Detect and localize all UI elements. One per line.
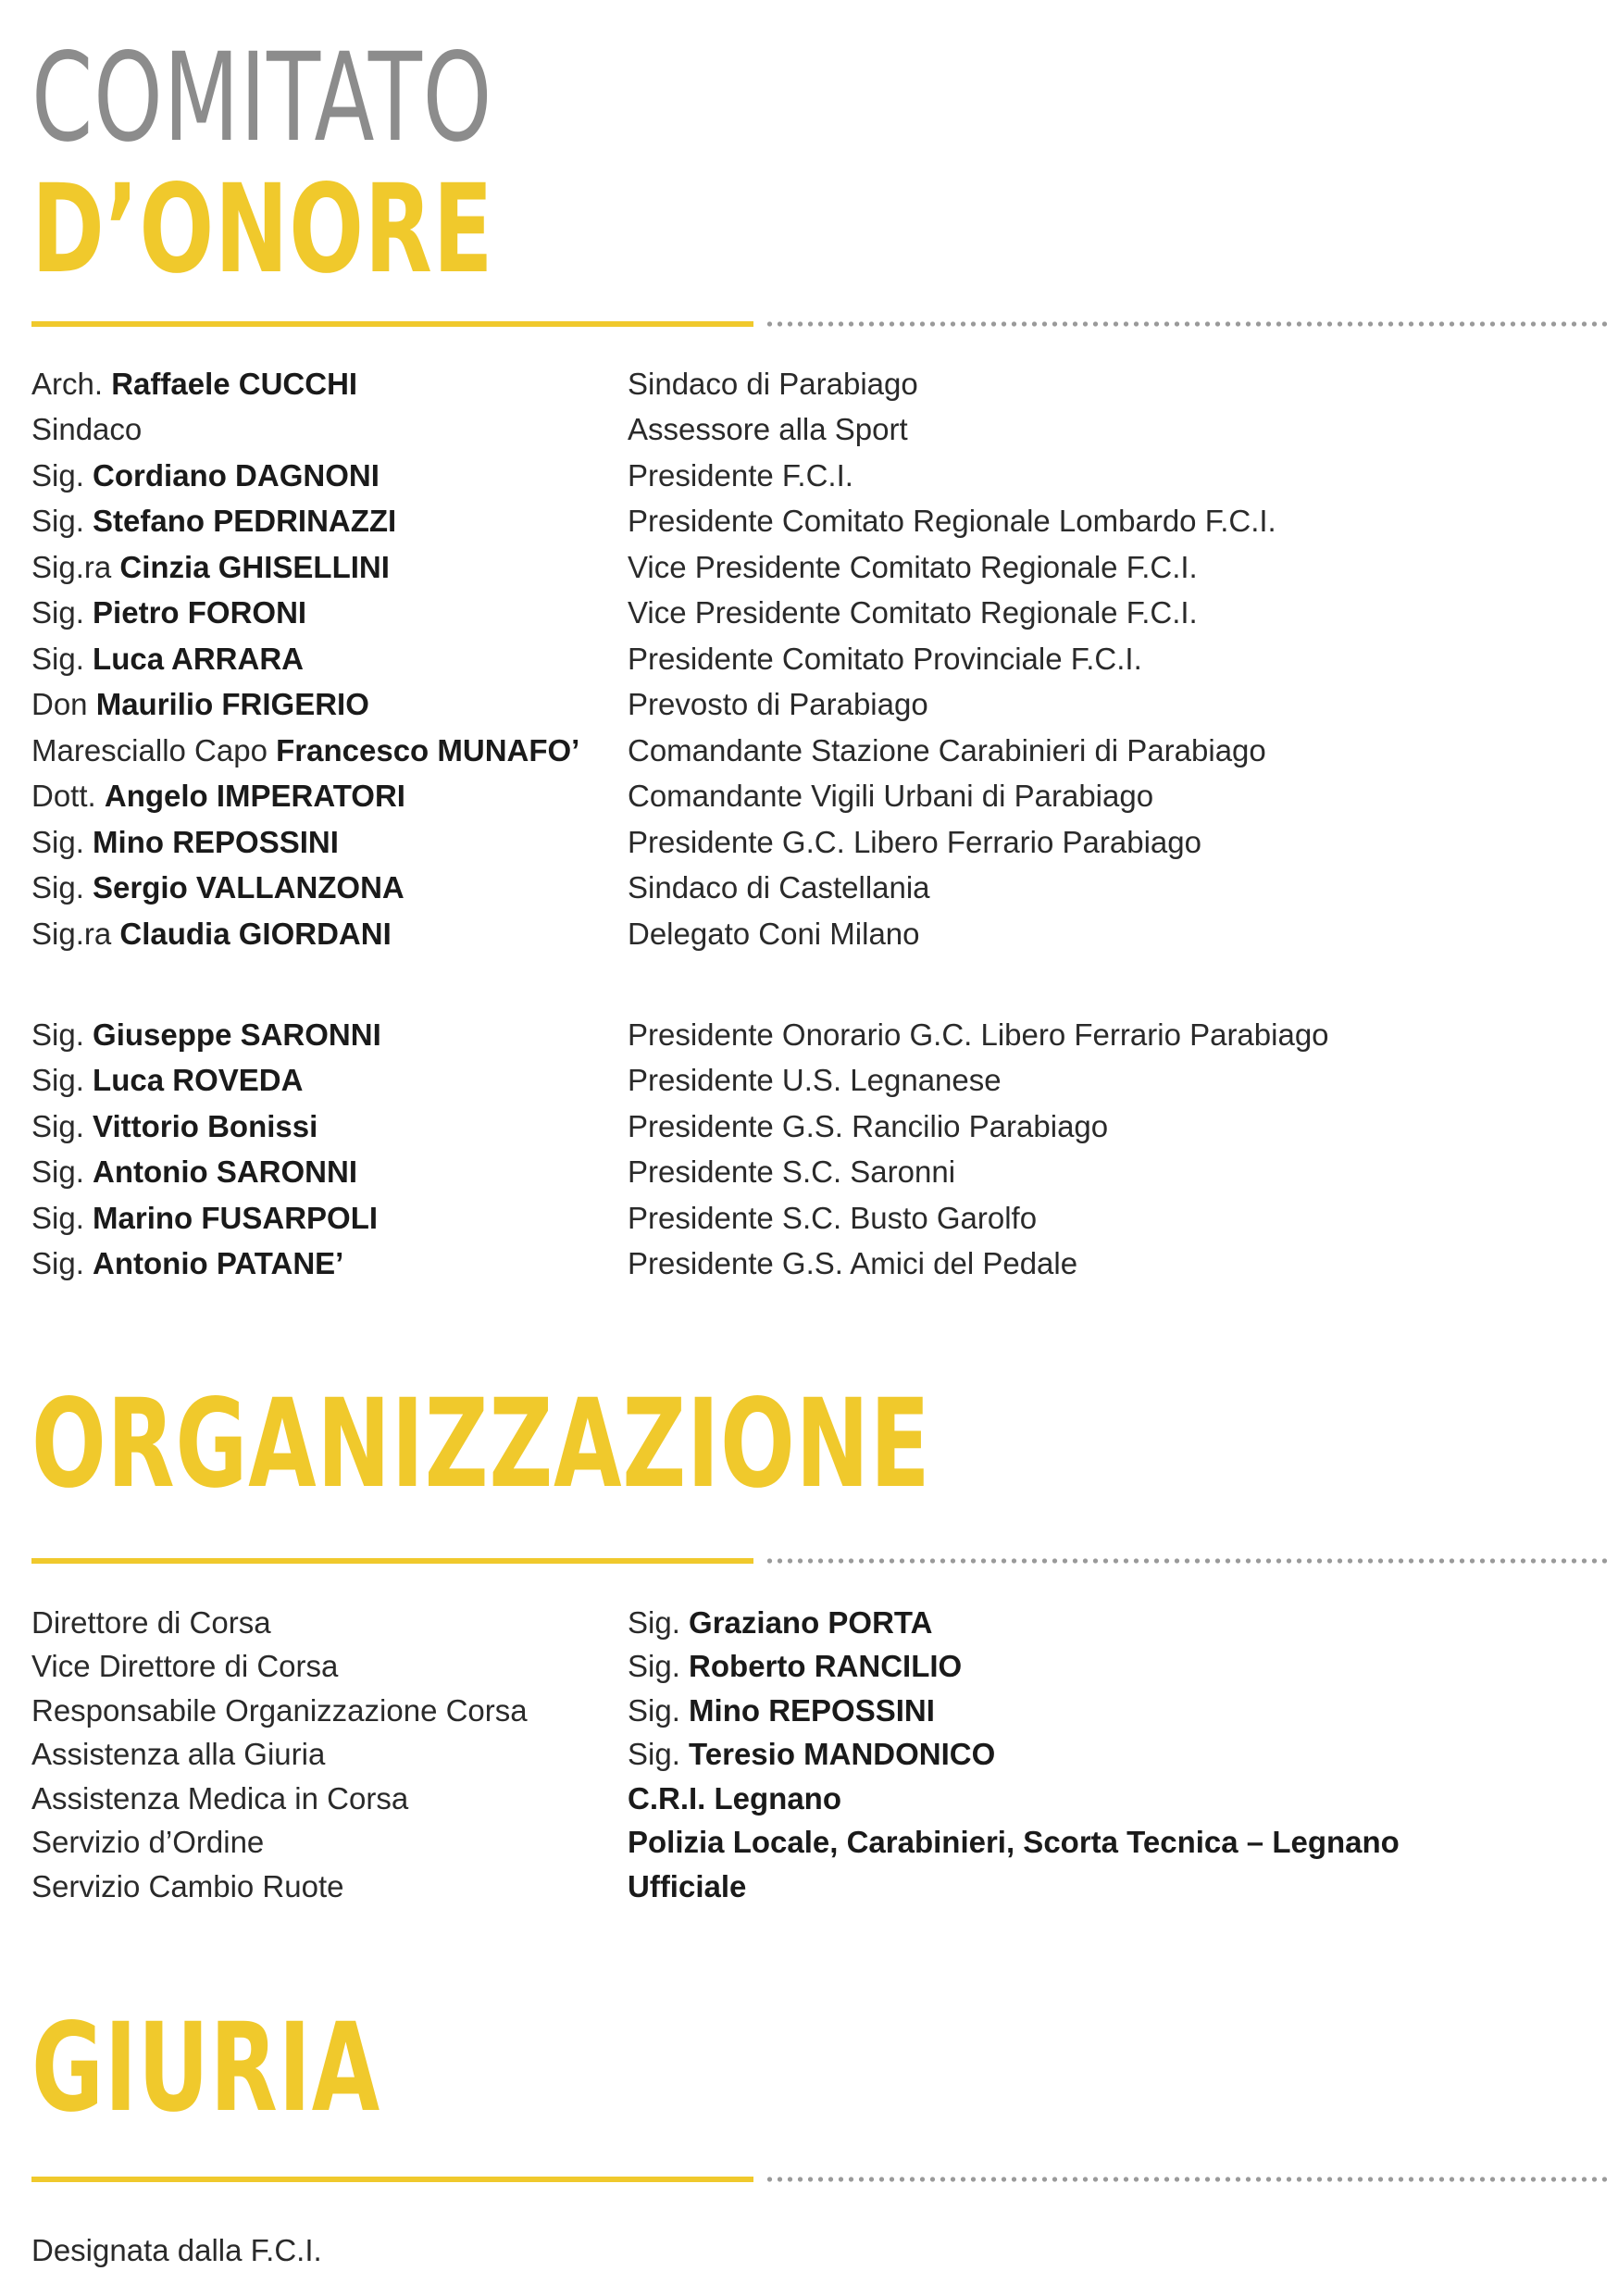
org-role-cell — [31, 1737, 628, 1772]
member-role: Presidente Comitato Provinciale F.C.I. — [628, 641, 1142, 676]
org-person-title: Sig. — [628, 1649, 690, 1684]
member-role: Delegato Coni Milano — [628, 916, 920, 951]
org-person-name: Teresio MANDONICO — [689, 1737, 996, 1772]
org-role-cell — [31, 1649, 628, 1684]
list-item — [31, 544, 1605, 591]
member-name-cell — [31, 1201, 628, 1236]
member-name-cell — [31, 367, 628, 402]
member-name-cell — [31, 1017, 628, 1053]
member-title: Sig. — [31, 1200, 93, 1235]
member-name-cell — [31, 504, 628, 539]
member-name: Cordiano DAGNONI — [93, 457, 380, 493]
member-role-cell — [628, 917, 1605, 952]
org-role: Servizio d’Ordine — [31, 1825, 265, 1860]
honor-committee-list-2 — [31, 1012, 1605, 1287]
member-name: Maurilio FRIGERIO — [95, 687, 369, 722]
list-item — [31, 682, 1605, 729]
member-role-cell — [628, 504, 1605, 539]
member-name: Claudia GIORDANI — [119, 916, 392, 951]
list-item — [31, 819, 1605, 866]
member-role-cell — [628, 825, 1605, 860]
org-person-cell — [628, 1693, 1605, 1728]
member-role-cell — [628, 870, 1605, 905]
list-item — [31, 1242, 1605, 1288]
member-role-cell — [628, 1063, 1605, 1098]
org-person-name: Graziano PORTA — [689, 1604, 933, 1640]
list-item — [31, 1012, 1605, 1058]
org-person-cell — [628, 1869, 1605, 1904]
member-name-cell — [31, 779, 628, 814]
member-title: Sig. — [31, 1154, 93, 1190]
member-role-cell — [628, 1246, 1605, 1281]
member-title: Dott. — [31, 779, 105, 814]
divider-dotted-line — [765, 321, 1609, 327]
member-name-cell — [31, 595, 628, 630]
member-name-cell — [31, 1109, 628, 1144]
list-item — [31, 636, 1605, 682]
member-name-cell — [31, 642, 628, 677]
org-person-cell — [628, 1649, 1605, 1684]
member-title: Sig. — [31, 1017, 93, 1052]
list-item — [31, 1821, 1605, 1866]
list-item — [31, 1150, 1605, 1196]
member-title: Sig. — [31, 824, 93, 859]
org-role-cell — [31, 1693, 628, 1728]
list-item — [31, 1195, 1605, 1242]
member-title: Sig. — [31, 870, 93, 905]
list-item — [31, 1733, 1605, 1778]
org-role-cell — [31, 1781, 628, 1816]
org-person-name: Ufficiale — [628, 1868, 747, 1903]
member-role-cell — [628, 642, 1605, 677]
member-name: Vittorio Bonissi — [93, 1108, 318, 1143]
member-name: Antonio SARONNI — [93, 1154, 358, 1190]
list-item — [31, 866, 1605, 912]
member-name: Angelo IMPERATORI — [104, 779, 405, 814]
org-person-cell — [628, 1825, 1605, 1860]
member-name-cell — [31, 458, 628, 493]
member-name: Antonio PATANE’ — [93, 1246, 344, 1281]
member-name-cell — [31, 550, 628, 585]
member-title: Don — [31, 687, 96, 722]
divider-solid-line — [31, 2177, 753, 2182]
member-title: Maresciallo Capo — [31, 732, 277, 767]
list-item — [31, 774, 1605, 820]
jury-designation: Designata dalla F.C.I. — [31, 2233, 322, 2267]
member-role: Presidente S.C. Busto Garolfo — [628, 1200, 1038, 1235]
member-name: Marino FUSARPOLI — [93, 1200, 379, 1235]
org-person-title: Sig. — [628, 1692, 690, 1728]
member-name: Sergio VALLANZONA — [93, 870, 404, 905]
member-name-cell — [31, 1154, 628, 1190]
member-name: Pietro FORONI — [93, 595, 307, 630]
member-role: Sindaco di Castellania — [628, 870, 930, 905]
member-name-cell — [31, 1246, 628, 1281]
section-title-comitato: COMITATO — [31, 27, 493, 169]
list-item — [31, 453, 1605, 499]
member-role: Comandante Vigili Urbani di Parabiago — [628, 779, 1154, 814]
member-role: Assessore alla Sport — [628, 412, 908, 447]
list-item — [31, 591, 1605, 637]
member-role: Vice Presidente Comitato Regionale F.C.I. — [628, 595, 1198, 630]
org-person-name: Mino REPOSSINI — [689, 1692, 935, 1728]
member-role-cell — [628, 550, 1605, 585]
member-title: Sindaco — [31, 412, 143, 447]
org-person-cell — [628, 1605, 1605, 1641]
member-role: Sindaco di Parabiago — [628, 366, 918, 401]
member-role: Presidente G.S. Amici del Pedale — [628, 1246, 1078, 1281]
divider-dotted-line — [765, 2177, 1609, 2182]
list-item — [31, 911, 1605, 957]
section-divider-comitato — [31, 321, 1609, 327]
member-name-cell — [31, 687, 628, 722]
org-person-title: Sig. — [628, 1604, 690, 1640]
member-role-cell — [628, 412, 1605, 447]
org-role: Assistenza alla Giuria — [31, 1737, 326, 1772]
member-role-cell — [628, 1017, 1605, 1053]
member-role: Presidente G.S. Rancilio Parabiago — [628, 1108, 1109, 1143]
member-role: Comandante Stazione Carabinieri di Parabiago — [628, 732, 1266, 767]
member-role: Presidente Onorario G.C. Libero Ferrario Parabiago — [628, 1017, 1329, 1052]
member-name: Francesco MUNAFO’ — [276, 732, 580, 767]
list-item — [31, 728, 1605, 774]
org-role: Vice Direttore di Corsa — [31, 1649, 339, 1684]
member-role-cell — [628, 595, 1605, 630]
member-role: Presidente F.C.I. — [628, 457, 853, 493]
member-role: Presidente G.C. Libero Ferrario Parabiago — [628, 824, 1201, 859]
member-name: Mino REPOSSINI — [93, 824, 339, 859]
member-role-cell — [628, 779, 1605, 814]
member-title: Sig.ra — [31, 549, 120, 584]
member-name-cell — [31, 412, 628, 447]
organization-list — [31, 1601, 1605, 1909]
list-item — [31, 1058, 1605, 1104]
member-name: Cinzia GHISELLINI — [119, 549, 390, 584]
member-title: Sig. — [31, 1063, 93, 1098]
org-person-cell — [628, 1781, 1605, 1816]
list-item — [31, 1689, 1605, 1733]
org-person-cell — [628, 1737, 1605, 1772]
member-title: Arch. — [31, 366, 112, 401]
member-role-cell — [628, 1154, 1605, 1190]
list-item — [31, 1865, 1605, 1909]
member-title: Sig. — [31, 1246, 93, 1281]
list-item — [31, 1777, 1605, 1821]
member-role: Presidente S.C. Saronni — [628, 1154, 956, 1190]
list-item — [31, 407, 1605, 454]
honor-committee-list — [31, 361, 1605, 957]
member-name-cell — [31, 917, 628, 952]
member-name: Giuseppe SARONNI — [93, 1017, 381, 1052]
org-role-cell — [31, 1605, 628, 1641]
member-title: Sig. — [31, 1108, 93, 1143]
divider-solid-line — [31, 1558, 753, 1564]
list-item — [31, 1104, 1605, 1150]
member-role-cell — [628, 1109, 1605, 1144]
list-item — [31, 1645, 1605, 1690]
member-title: Sig. — [31, 641, 93, 676]
member-title: Sig.ra — [31, 916, 120, 951]
org-role-cell — [31, 1869, 628, 1904]
divider-dotted-line — [765, 1558, 1609, 1564]
member-name: Raffaele CUCCHI — [111, 366, 358, 401]
org-person-name: C.R.I. Legnano — [628, 1780, 841, 1816]
member-name: Luca ARRARA — [93, 641, 305, 676]
member-role: Presidente U.S. Legnanese — [628, 1063, 1002, 1098]
divider-solid-line — [31, 321, 753, 327]
member-name-cell — [31, 870, 628, 905]
member-name-cell — [31, 733, 628, 768]
member-title: Sig. — [31, 504, 93, 539]
member-role: Presidente Comitato Regionale Lombardo F.C.I. — [628, 504, 1276, 539]
section-title-organizzazione: ORGANIZZAZIONE — [31, 1373, 931, 1516]
org-person-name: Roberto RANCILIO — [689, 1649, 963, 1684]
org-role-cell — [31, 1825, 628, 1860]
section-divider-giuria — [31, 2177, 1609, 2182]
list-item — [31, 1601, 1605, 1645]
section-divider-organizzazione — [31, 1558, 1609, 1564]
org-role: Servizio Cambio Ruote — [31, 1868, 344, 1903]
member-role: Prevosto di Parabiago — [628, 687, 928, 722]
section-title-donore: D’ONORE — [31, 158, 494, 301]
member-role: Vice Presidente Comitato Regionale F.C.I. — [628, 549, 1198, 584]
member-role-cell — [628, 458, 1605, 493]
member-role-cell — [628, 367, 1605, 402]
org-role: Direttore di Corsa — [31, 1604, 271, 1640]
member-role-cell — [628, 1201, 1605, 1236]
member-name: Stefano PEDRINAZZI — [93, 504, 397, 539]
member-title: Sig. — [31, 595, 93, 630]
org-role: Responsabile Organizzazione Corsa — [31, 1692, 528, 1728]
list-item — [31, 499, 1605, 545]
org-person-title: Sig. — [628, 1737, 690, 1772]
member-name-cell — [31, 825, 628, 860]
section-title-giuria: GIURIA — [31, 1997, 380, 2140]
org-person-name: Polizia Locale, Carabinieri, Scorta Tecnica – Legnano — [628, 1825, 1400, 1860]
member-title: Sig. — [31, 457, 93, 493]
member-name: Luca ROVEDA — [93, 1063, 304, 1098]
member-role-cell — [628, 687, 1605, 722]
member-name-cell — [31, 1063, 628, 1098]
member-role-cell — [628, 733, 1605, 768]
list-item — [31, 361, 1605, 407]
org-role: Assistenza Medica in Corsa — [31, 1780, 409, 1816]
